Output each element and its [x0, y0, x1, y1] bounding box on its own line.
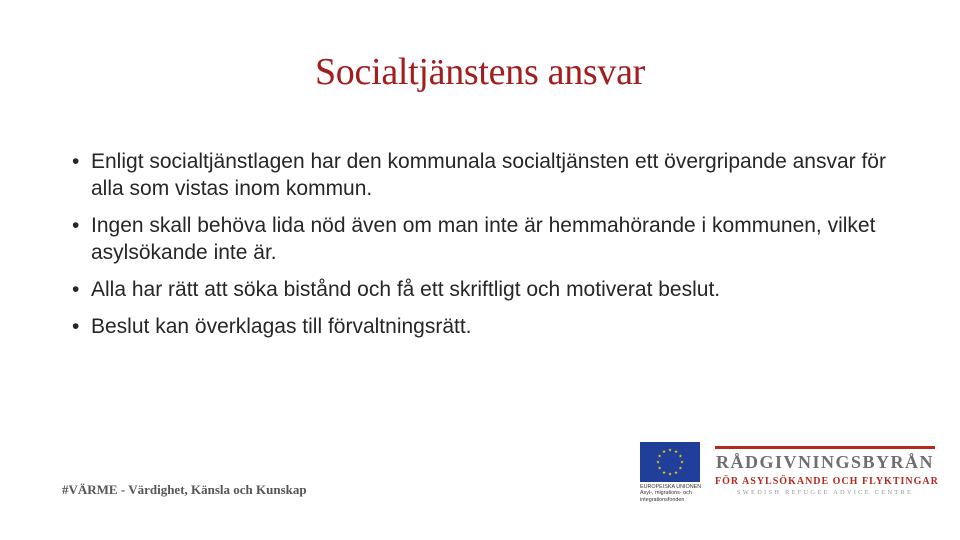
bullet-dot: •	[72, 150, 80, 173]
eu-star-icon: ★	[655, 459, 661, 465]
bullet-dot: •	[72, 214, 80, 237]
eu-logo-line: Asyl-, migrations- och	[640, 490, 692, 497]
slide-title: Socialtjänstens ansvar	[314, 51, 646, 93]
logo-name: RÅDGIVNINGSBYRÅN	[715, 452, 935, 472]
eu-star-icon: ★	[661, 469, 667, 475]
eu-logo-text	[640, 484, 708, 503]
bullet-text: Ingen skall behöva lida nöd även om man inte är hemmahörande i kommunen, vilket asylsökande inte är.	[91, 214, 876, 264]
logo-subtitle-english: SWEDISH REFUGEE ADVICE CENTRE	[736, 489, 914, 496]
bullet-dot: •	[72, 315, 80, 338]
eu-star-icon: ★	[678, 453, 683, 459]
bullet-dot: •	[72, 278, 80, 301]
bullet-item	[72, 276, 892, 303]
bullet-text: Beslut kan överklagas till förvaltningsrätt.	[91, 315, 472, 338]
eu-star-icon: ★	[678, 465, 683, 471]
eu-star-icon: ★	[657, 453, 662, 459]
bullet-item	[72, 212, 892, 266]
footer-hashtag: #VÄRME - Värdighet, Känsla och Kunskap	[62, 482, 307, 497]
eu-star-icon: ★	[673, 469, 679, 475]
bullet-text: Alla har rätt att söka bistånd och få ett skriftligt och motiverat beslut.	[91, 278, 721, 301]
eu-logo-line: integrationsfonden	[640, 496, 685, 503]
bullet-item	[72, 148, 892, 202]
eu-star-icon: ★	[667, 471, 673, 477]
logo-subtitle: FÖR ASYLSÖKANDE OCH FLYKTINGAR	[715, 476, 939, 487]
bullet-item	[72, 313, 892, 340]
eu-star-icon: ★	[657, 465, 662, 471]
eu-star-icon: ★	[673, 449, 679, 455]
eu-star-icon: ★	[667, 447, 673, 453]
eu-flag-icon	[640, 442, 700, 482]
bullet-text: Enligt socialtjänstlagen har den kommunala socialtjänsten ett övergripande ansvar för alla som vistas inom kommun.	[91, 150, 886, 200]
bullet-list	[72, 148, 892, 350]
eu-star-icon: ★	[679, 459, 685, 465]
eu-logo	[638, 440, 706, 510]
eu-star-icon: ★	[661, 449, 667, 455]
eu-logo-line: EUROPEISKA UNIONEN	[640, 484, 702, 490]
radgivningsbyran-logo	[715, 446, 939, 502]
logo-accent-bar	[715, 446, 935, 449]
